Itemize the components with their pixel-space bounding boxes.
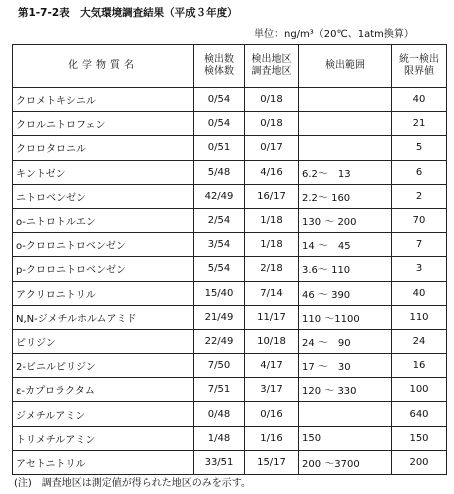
cell-limit: 150 [392,426,447,450]
header-area [245,45,299,88]
cell-range [299,402,392,426]
table-row [13,402,447,426]
cell-limit: 7 [392,233,447,257]
cell-limit: 16 [392,354,447,378]
table-row [13,233,447,257]
table-row [13,136,447,160]
header-detect-count [194,45,245,88]
table-row [13,329,447,353]
table-row [13,208,447,232]
cell-area: 11/17 [245,305,299,329]
header-detect-count-line1: 検出数 [204,54,234,65]
cell-chemical-name: クロルニトロフェン [13,112,194,136]
table-row [13,281,447,305]
cell-limit: 40 [392,88,447,112]
header-limit-line2: 限界値 [404,66,434,77]
cell-chemical-name: トリメチルアミン [13,426,194,450]
cell-limit: 200 [392,450,447,474]
cell-range [299,88,392,112]
cell-chemical-name: 2-ビニルピリジン [13,354,194,378]
cell-area: 0/17 [245,136,299,160]
cell-area: 10/18 [245,329,299,353]
cell-range: 24 ～ 90 [299,329,392,353]
header-limit [392,45,447,88]
cell-detect-count: 0/51 [194,136,245,160]
cell-area: 2/18 [245,257,299,281]
cell-chemical-name: N,N-ジメチルホルムアミド [13,305,194,329]
cell-range: 110 ～1100 [299,305,392,329]
cell-detect-count: 2/54 [194,208,245,232]
cell-limit: 3 [392,257,447,281]
table-row [13,257,447,281]
table-title: 第1-7-2表 大気環境調査結果（平成３年度） [18,7,238,19]
header-row [13,45,447,88]
table-body [13,88,447,475]
cell-area: 15/17 [245,450,299,474]
table-row [13,354,447,378]
cell-detect-count: 0/54 [194,112,245,136]
cell-area: 4/17 [245,354,299,378]
cell-range: 6.2～ 13 [299,160,392,184]
cell-chemical-name: o-クロロニトロベンゼン [13,233,194,257]
cell-chemical-name: ニトロベンゼン [13,184,194,208]
cell-range: 200 ～3700 [299,450,392,474]
cell-range: 17 ～ 30 [299,354,392,378]
cell-range: 150 [299,426,392,450]
cell-area: 1/16 [245,426,299,450]
cell-chemical-name: ε-カプロラクタム [13,378,194,402]
cell-detect-count: 5/54 [194,257,245,281]
cell-range: 3.6～ 110 [299,257,392,281]
cell-range: 2.2～ 160 [299,184,392,208]
table-row [13,450,447,474]
cell-chemical-name: o-ニトロトルエン [13,208,194,232]
header-detect-count-line2: 検体数 [204,66,234,77]
footnote: (注) 調査地区は測定値が得られた地区のみを示す。 [14,478,252,489]
cell-limit: 2 [392,184,447,208]
cell-limit: 5 [392,136,447,160]
cell-detect-count: 22/49 [194,329,245,353]
cell-limit: 6 [392,160,447,184]
table-row [13,305,447,329]
cell-detect-count: 5/48 [194,160,245,184]
cell-range [299,136,392,160]
header-area-line1: 検出地区 [251,54,292,65]
table-row [13,378,447,402]
cell-detect-count: 21/49 [194,305,245,329]
cell-limit: 110 [392,305,447,329]
cell-area: 0/16 [245,402,299,426]
results-table [12,44,447,475]
header-range: 検出範囲 [299,45,392,88]
cell-detect-count: 42/49 [194,184,245,208]
cell-range: 14 ～ 45 [299,233,392,257]
cell-chemical-name: キントゼン [13,160,194,184]
cell-chemical-name: クロメトキシニル [13,88,194,112]
cell-limit: 640 [392,402,447,426]
cell-detect-count: 0/48 [194,402,245,426]
cell-limit: 100 [392,378,447,402]
table-row [13,426,447,450]
cell-chemical-name: ジメチルアミン [13,402,194,426]
cell-chemical-name: アセトニトリル [13,450,194,474]
table-row [13,112,447,136]
cell-range [299,112,392,136]
header-chemical-name: 化学物質名 [13,45,194,88]
cell-range: 130 ～ 200 [299,208,392,232]
cell-detect-count: 7/51 [194,378,245,402]
cell-chemical-name: ピリジン [13,329,194,353]
cell-area: 0/18 [245,112,299,136]
cell-detect-count: 33/51 [194,450,245,474]
cell-chemical-name: p-クロロニトロベンゼン [13,257,194,281]
cell-range: 120 ～ 330 [299,378,392,402]
table-row [13,160,447,184]
cell-range: 46 ～ 390 [299,281,392,305]
header-limit-line1: 統一検出 [399,54,439,65]
cell-chemical-name: クロロタロニル [13,136,194,160]
cell-area: 1/18 [245,208,299,232]
cell-limit: 24 [392,329,447,353]
cell-area: 4/16 [245,160,299,184]
cell-detect-count: 7/50 [194,354,245,378]
table-row [13,88,447,112]
cell-area: 7/14 [245,281,299,305]
cell-detect-count: 1/48 [194,426,245,450]
cell-area: 16/17 [245,184,299,208]
header-area-line2: 調査地区 [251,66,292,77]
cell-area: 3/17 [245,378,299,402]
cell-detect-count: 0/54 [194,88,245,112]
table-row [13,184,447,208]
cell-limit: 40 [392,281,447,305]
cell-detect-count: 15/40 [194,281,245,305]
cell-detect-count: 3/54 [194,233,245,257]
cell-area: 0/18 [245,88,299,112]
cell-limit: 70 [392,208,447,232]
cell-limit: 21 [392,112,447,136]
cell-chemical-name: アクリロニトリル [13,281,194,305]
cell-area: 1/18 [245,233,299,257]
unit-label: 単位：ng/m³（20℃、1atm換算） [254,29,414,40]
